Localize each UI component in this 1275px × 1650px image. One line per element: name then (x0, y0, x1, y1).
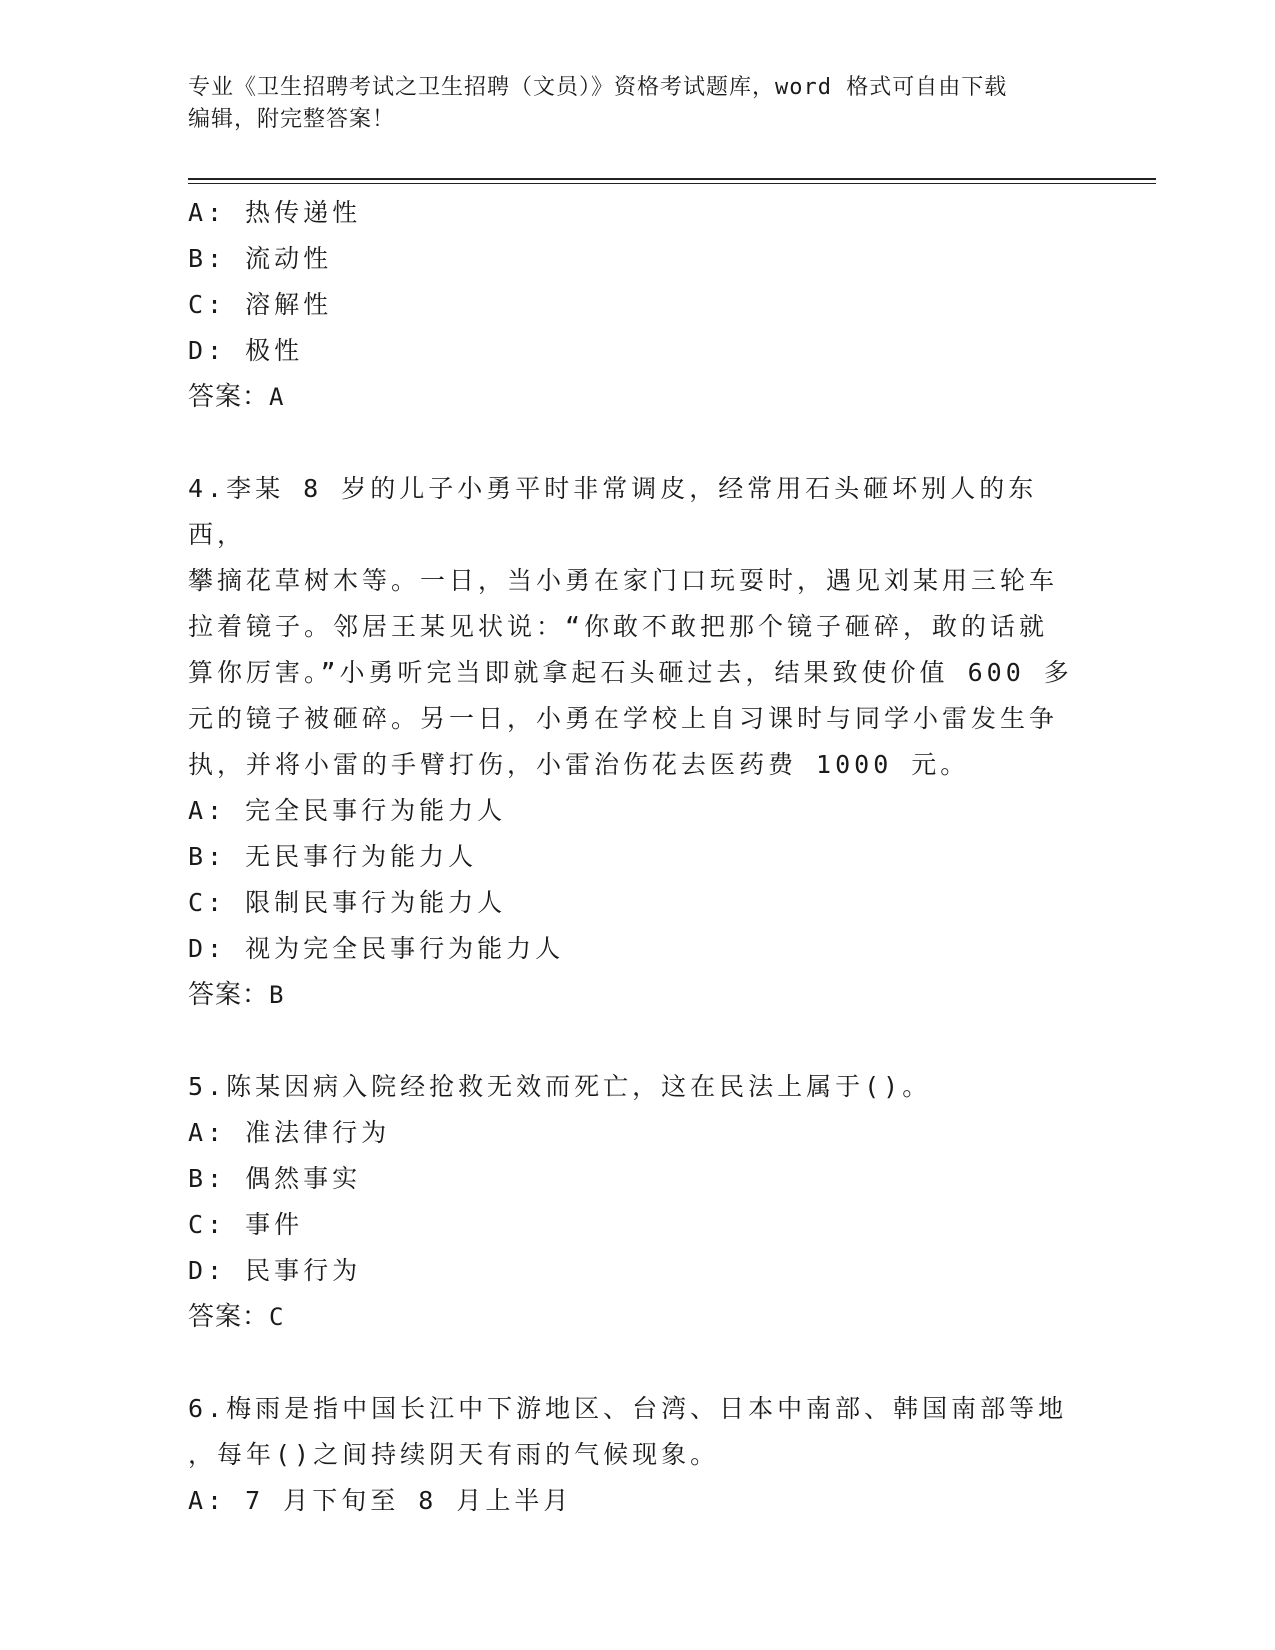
answer-line (188, 1294, 1088, 1340)
answer-line (188, 972, 1088, 1018)
question-6-line-2: ，每年()之间持续阴天有雨的气候现象。 (188, 1440, 720, 1469)
option-b: B: 无民事行为能力人 (188, 842, 478, 871)
question-4-line-5: 元的镜子被砸碎。另一日，小勇在学校上自习课时与同学小雷发生争 (188, 704, 1059, 733)
question-5-line-1: 5.陈某因病入院经抢救无效而死亡，这在民法上属于()。 (188, 1072, 932, 1101)
option-c: C: 限制民事行为能力人 (188, 888, 507, 917)
option-a: A: 热传递性 (188, 198, 362, 227)
header-line-2: 编辑，附完整答案！ (188, 107, 396, 132)
spacer (188, 420, 1088, 466)
answer-line (188, 374, 1088, 420)
option-a: A: 7 月下旬至 8 月上半月 (188, 1486, 573, 1515)
option-a: A: 完全民事行为能力人 (188, 796, 507, 825)
spacer (188, 1340, 1088, 1386)
question-4-block (188, 466, 1088, 1018)
answer-value: C (269, 1303, 285, 1331)
answer-value: B (269, 981, 285, 1009)
question-4-line-2: 攀摘花草树木等。一日，当小勇在家门口玩耍时，遇见刘某用三轮车 (188, 566, 1059, 595)
header-divider-thin (188, 183, 1156, 184)
question-content (188, 190, 1088, 1524)
question-5-block (188, 1064, 1088, 1340)
question-4-line-4: 算你厉害。”小勇听完当即就拿起石头砸过去，结果致使价值 600 多 (188, 658, 1073, 687)
header-divider-thick (188, 178, 1156, 180)
document-header (188, 72, 1088, 136)
option-a: A: 准法律行为 (188, 1118, 391, 1147)
option-d: D: 极性 (188, 336, 304, 365)
question-6-line-1: 6.梅雨是指中国长江中下游地区、台湾、日本中南部、韩国南部等地 (188, 1394, 1068, 1423)
option-b: B: 偶然事实 (188, 1164, 362, 1193)
answer-label: 答案： (188, 980, 270, 1010)
option-c: C: 事件 (188, 1210, 304, 1239)
question-4-line-3: 拉着镜子。邻居王某见状说：“你敢不敢把那个镜子砸碎，敢的话就 (188, 612, 1049, 641)
question-4-line-6: 执，并将小雷的手臂打伤，小雷治伤花去医药费 1000 元。 (188, 750, 970, 779)
question-4-line-1: 4.李某 8 岁的儿子小勇平时非常调皮，经常用石头砸坏别人的东西， (188, 474, 1038, 549)
answer-value: A (269, 383, 285, 411)
prev-question-block (188, 190, 1088, 420)
question-6-block (188, 1386, 1088, 1524)
option-c: C: 溶解性 (188, 290, 333, 319)
option-b: B: 流动性 (188, 244, 333, 273)
header-line-1: 专业《卫生招聘考试之卫生招聘（文员）》资格考试题库，word 格式可自由下载 (188, 75, 1008, 100)
answer-label: 答案： (188, 1302, 270, 1332)
spacer (188, 1018, 1088, 1064)
option-d: D: 视为完全民事行为能力人 (188, 934, 565, 963)
option-d: D: 民事行为 (188, 1256, 362, 1285)
answer-label: 答案： (188, 382, 270, 412)
